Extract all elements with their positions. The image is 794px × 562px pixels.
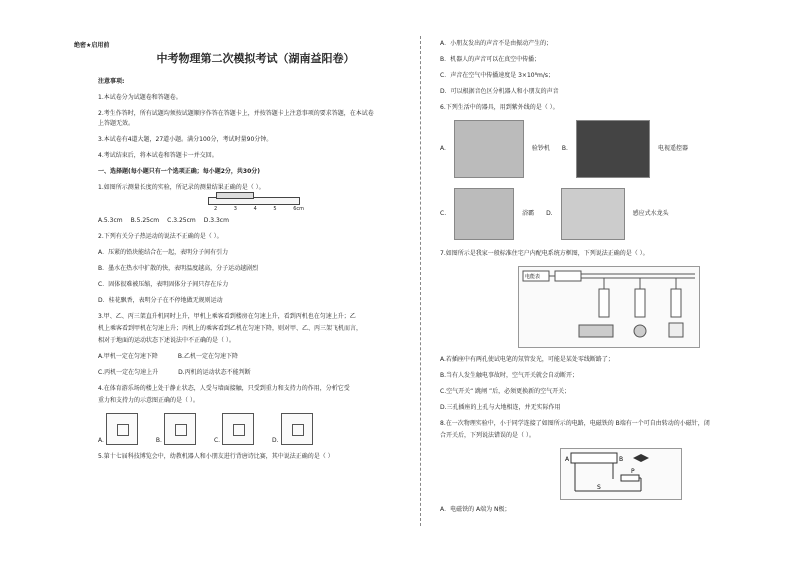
option: D.三孔插座的上孔与大地相连，并无实际作用 bbox=[440, 404, 561, 411]
option: A．压紧的铅块能结合在一起，表明分子间有引力 bbox=[98, 249, 229, 256]
coil-end-a: A bbox=[565, 456, 570, 463]
circuit-svg bbox=[561, 449, 681, 499]
q8-line: 合开关后，下列说法错误的是（ ）。 bbox=[440, 432, 535, 439]
option: D．桂花飘香，表明分子在不停地做无规则运动 bbox=[98, 297, 223, 304]
option: C．声音在空气中传播速度是 3×10⁸m/s； bbox=[440, 72, 554, 79]
note-item: 上答题无效。 bbox=[98, 120, 135, 127]
note-item: 4.考试结束后，将本试卷和答题卡一并交回。 bbox=[98, 152, 218, 159]
column-divider bbox=[420, 36, 421, 526]
exam-title: 中考物理第二次模拟考试（湖南益阳卷） bbox=[156, 52, 355, 65]
notes-heading: 注意事项: bbox=[98, 78, 125, 85]
secret-label: 绝密★启用前 bbox=[74, 42, 110, 49]
option: C．固体很难被压缩，表明固体分子间只存在斥力 bbox=[98, 281, 229, 288]
q4-figures bbox=[98, 413, 413, 445]
option: C.丙机一定在匀速上升 bbox=[98, 369, 159, 376]
remote-control-image bbox=[576, 120, 650, 178]
q4-line: 重力和支持力的示意图正确的是（ ）。 bbox=[98, 397, 199, 404]
q4-figure bbox=[156, 413, 196, 445]
right-column bbox=[440, 40, 780, 522]
option: C.空气开关“ 跳闸 ”后，必须更换新的空气开关； bbox=[440, 388, 571, 395]
figure-label: C. bbox=[213, 437, 221, 444]
switch-label: S bbox=[597, 484, 601, 491]
image-caption: 验钞机 bbox=[531, 145, 550, 152]
option: A.若插座中有两孔使试电笔的氖管发光，可能是某处零线断路了； bbox=[440, 356, 614, 363]
q5-stem: 5.第十七届科技博览会中，幼教机器人和小朋友进行背唐诗比赛，其中说法正确的是（ ） bbox=[98, 453, 334, 460]
q3-line: 3.甲、乙、丙三架直升机同时上升，甲机上乘客看到楼房在匀速上升，看到丙机也在匀速上升；乙 bbox=[98, 313, 356, 320]
option: A.5.3cm bbox=[98, 217, 123, 224]
figure-label: A. bbox=[98, 437, 104, 444]
option-letter: A. bbox=[440, 145, 446, 152]
tick-label: 6cm bbox=[293, 206, 304, 212]
q4-figure bbox=[272, 413, 313, 445]
figure-label: D. bbox=[272, 437, 279, 444]
q7-stem: 7.如图所示是我家一般标准住宅户内配电系统方框图，下列说法正确的是（ ）。 bbox=[440, 250, 649, 257]
q4-line: 4.在体育游乐场的楼上处于静止状态，人受与墙面接触，只受到重力和支持力的作用，分析它受 bbox=[98, 385, 350, 392]
option: B.当有人发生触电事故时，空气开关就会自动断开； bbox=[440, 372, 579, 379]
q4-figure bbox=[98, 413, 138, 445]
q6-row-cd bbox=[440, 188, 780, 240]
measured-object bbox=[216, 192, 254, 199]
q3-options-row bbox=[98, 369, 413, 377]
image-caption: 电视遥控器 bbox=[657, 145, 688, 152]
option: D.丙机的运动状态不能判断 bbox=[178, 369, 251, 376]
rheostat-label: P bbox=[631, 468, 635, 475]
option: B.5.25cm bbox=[130, 217, 160, 224]
q1-stem: 1.如图所示测量长度的实验，所记录的测量结果正确的是（ ）。 bbox=[98, 184, 265, 191]
distribution-diagram bbox=[518, 266, 700, 348]
option: D．可以根据音色区分机器人和小朋友的声音 bbox=[440, 88, 559, 95]
option: A.甲机一定在匀速下降 bbox=[98, 353, 158, 360]
option: A．小朋友发出的声音不是由振动产生的； bbox=[440, 40, 553, 47]
q6-stem: 6.下列生活中的器具，用到紫外线的是（ ）。 bbox=[440, 104, 559, 111]
figure-label: B. bbox=[155, 437, 162, 444]
meter-label: 电能表 bbox=[525, 274, 541, 280]
bath-heater-image bbox=[454, 188, 514, 240]
section-heading: 一、选择题(每小题只有一个选项正确；每小题2分，共30分) bbox=[98, 168, 261, 175]
tick-label: 2 bbox=[214, 206, 218, 212]
ruler-figure bbox=[208, 195, 304, 212]
money-counter-image bbox=[454, 120, 524, 178]
option: B．墨水在热水中扩散的快，表明温度越高，分子运动越剧烈 bbox=[98, 265, 259, 272]
left-column bbox=[98, 40, 413, 469]
q3-line: 机上乘客看到甲机在匀速上升；丙机上的乘客看到乙机在匀速下降，则对甲、乙、丙三架飞机而言， bbox=[98, 325, 363, 332]
option-letter: C. bbox=[440, 210, 447, 217]
electromagnet-diagram bbox=[560, 448, 682, 500]
option-letter: B. bbox=[561, 145, 568, 152]
note-item: 2.考生作答时，所有试题均须按试题顺序作答在答题卡上，并按答题卡上注意事项的要求答题，在本试卷 bbox=[98, 110, 374, 117]
image-caption: 浴霸 bbox=[522, 210, 535, 217]
tick-label: 3 bbox=[233, 206, 237, 212]
q6-row-ab bbox=[440, 120, 780, 178]
force-diagram bbox=[106, 413, 138, 445]
q3-options-row bbox=[98, 353, 413, 361]
force-diagram bbox=[281, 413, 313, 445]
force-diagram bbox=[222, 413, 254, 445]
option: B．机器人的声音可以在真空中传播； bbox=[440, 56, 541, 63]
option: D.3.3cm bbox=[203, 217, 229, 224]
option-letter: D. bbox=[546, 210, 553, 217]
note-item: 1.本试卷分为试题卷和答题卷。 bbox=[98, 94, 182, 101]
ruler-ticks bbox=[214, 205, 304, 213]
q1-options bbox=[98, 217, 413, 225]
coil-end-b: B bbox=[619, 456, 624, 463]
q3-line: 相对于地面的运动状态下述说法中不正确的是（ ）。 bbox=[98, 337, 235, 344]
tick-label: 4 bbox=[253, 206, 257, 212]
tick-label: 5 bbox=[273, 206, 277, 212]
image-caption: 感应式水龙头 bbox=[632, 210, 669, 217]
wiring-svg bbox=[519, 267, 699, 347]
option: B.乙机一定在匀速下降 bbox=[177, 353, 238, 360]
force-diagram bbox=[164, 413, 196, 445]
option: C.3.25cm bbox=[167, 217, 196, 224]
option: A．电磁铁的 A端为 N极； bbox=[440, 506, 511, 513]
q4-figure bbox=[214, 413, 254, 445]
note-item: 3.本试卷有4道大题，27道小题。满分100分，考试时量90分钟。 bbox=[98, 136, 273, 143]
q2-stem: 2.下列有关分子热运动的说法不正确的是（ ）。 bbox=[98, 233, 223, 240]
sensor-faucet-image bbox=[561, 188, 625, 240]
q8-line: 8.在一次物理实验中，小于同学连接了如图所示的电路，电磁铁的 B端有一个可自由转动的小磁针，闭 bbox=[440, 420, 710, 427]
